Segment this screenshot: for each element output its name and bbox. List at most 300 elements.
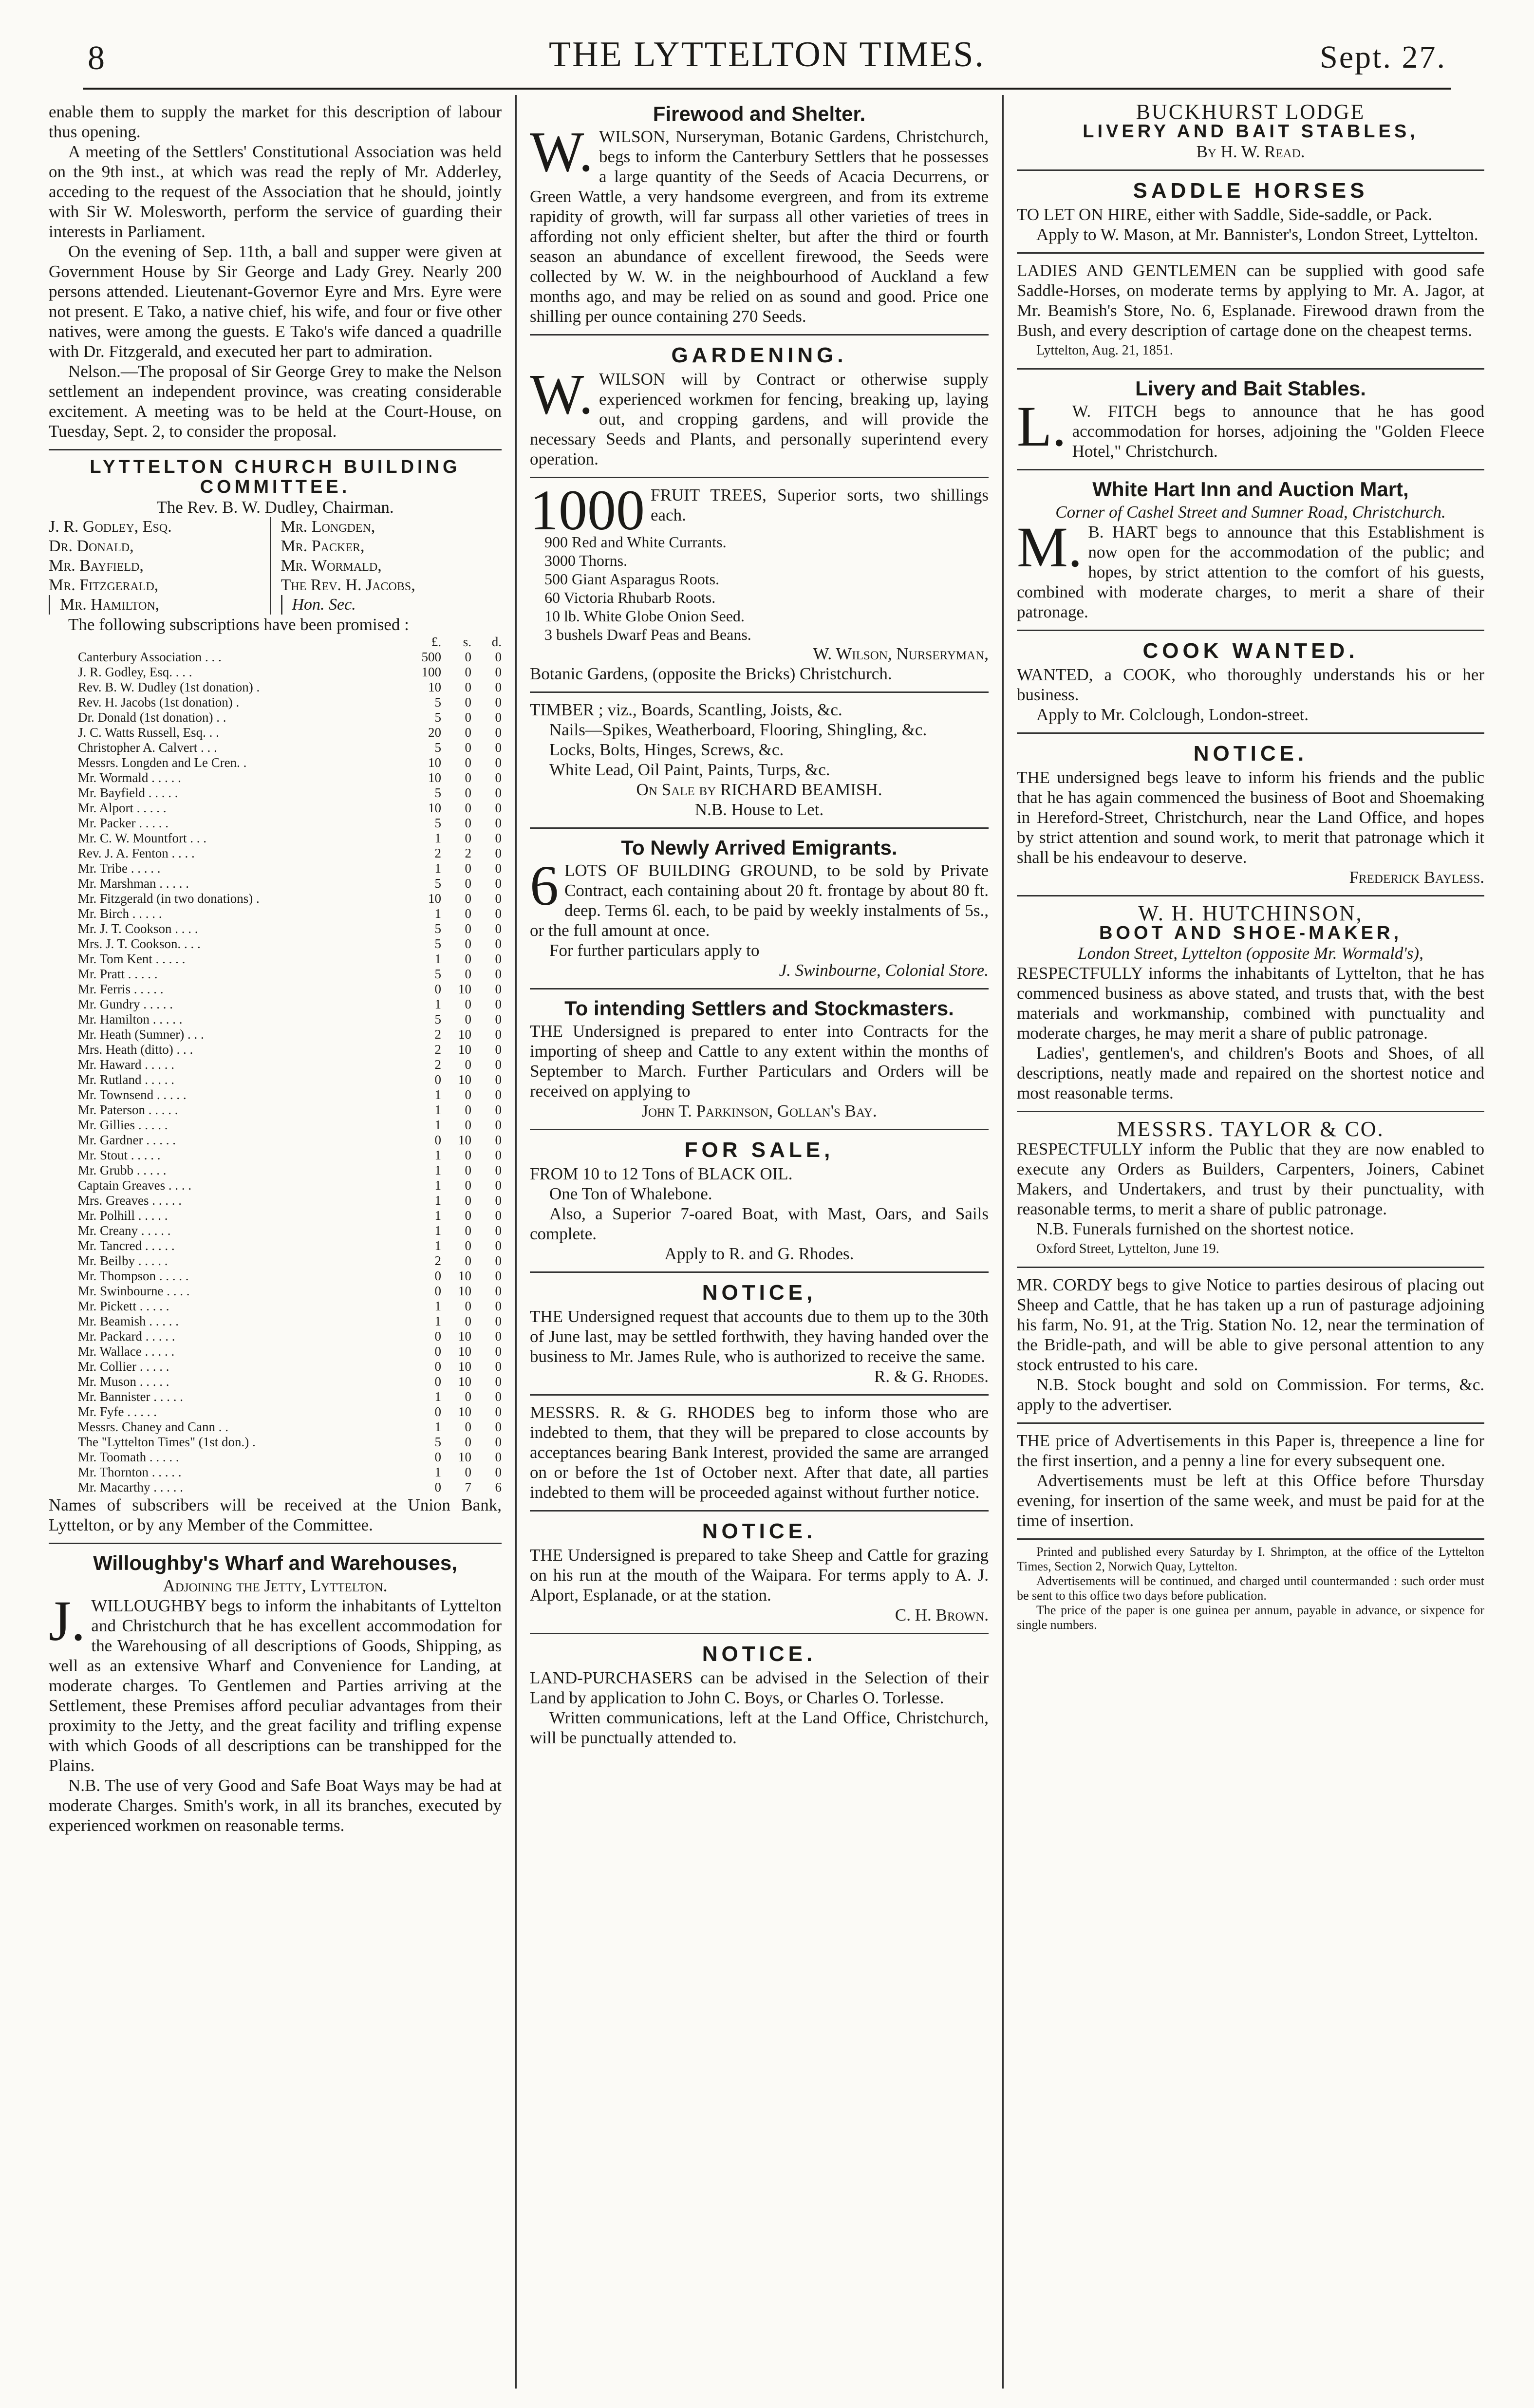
shillings-value: 0 [465, 665, 471, 679]
ad-title: Livery and Bait Stables. [1135, 377, 1366, 400]
taylor-ad [1017, 1112, 1484, 1268]
pounds-value: 1 [434, 1299, 441, 1313]
shillings-value: 0 [465, 967, 471, 981]
pounds-value: 1 [434, 1208, 441, 1223]
table-row [49, 1193, 502, 1208]
pence-value: 0 [495, 1072, 502, 1087]
table-row [49, 1027, 502, 1042]
pounds-value: 500 [421, 650, 441, 664]
ad-byline: By H. W. Read. [1196, 142, 1305, 161]
pounds-value: 5 [434, 710, 441, 725]
ad-title: Firewood and Shelter. [653, 102, 866, 125]
fruit-list [530, 533, 989, 644]
members-left [49, 517, 270, 615]
table-row [49, 680, 502, 695]
shillings-value: 0 [465, 816, 471, 830]
list-item: 900 Red and White Currants. [544, 533, 727, 551]
shillings-value: 2 [465, 846, 471, 860]
drop-cap: W. [530, 120, 594, 184]
pence-value: 0 [495, 1344, 502, 1359]
pounds-value: 0 [434, 1072, 441, 1087]
imprint-line: The price of the paper is one guinea per annum, payable in advance, or sixpence for single numbers. [1017, 1603, 1484, 1632]
shillings-value: 10 [458, 1133, 471, 1147]
table-row [49, 1178, 502, 1193]
table-row [49, 1223, 502, 1238]
ad-line: Advertisements must be left at this Office before Thursday evening, for insertion of the same week, and must be paid for at the time of insertion. [1017, 1471, 1484, 1530]
ad-line: One Ton of Whalebone. [549, 1184, 712, 1203]
subscriber-name: Messrs. Chaney and Cann . . [78, 1419, 228, 1434]
pounds-value: 0 [434, 982, 441, 996]
pounds-value: 1 [434, 1163, 441, 1177]
pence-value: 0 [495, 921, 502, 936]
pounds-value: 0 [434, 1480, 441, 1494]
ad-body: M. B. HART begs to announce that this Establishment is now open for the accommodation of the public; and hopes, by strict attention to the comfort of his guests, combined with moderate charges, to merit a share of their patronage. [1017, 515, 1484, 621]
pence-value: 0 [495, 1057, 502, 1072]
shillings-value: 10 [458, 1404, 471, 1419]
pounds-value: 1 [434, 1178, 441, 1193]
pounds-value: 5 [434, 1012, 441, 1027]
pounds-value: 1 [434, 1223, 441, 1238]
drop-cap: 6 [530, 854, 559, 917]
subscriber-name: Mr. Heath (Sumner) . . . [78, 1027, 204, 1042]
pence-value: 0 [495, 1299, 502, 1313]
table-row [49, 1253, 502, 1269]
pounds-value: 10 [428, 755, 441, 770]
subscriber-name: Mr. Creany . . . . . [78, 1223, 171, 1238]
pence-value: 6 [495, 1480, 502, 1494]
pence-value: 0 [495, 846, 502, 860]
subscriber-name: Rev. B. W. Dudley (1st donation) . [78, 680, 260, 694]
pence-value: 0 [495, 891, 502, 906]
ad-body: LAND-PURCHASERS can be advised in the Selection of their Land by application to John C. Boys, or Charles O. Torlesse. [530, 1668, 989, 1707]
ad-signature: C. H. Brown. [895, 1605, 989, 1624]
ad-body: RESPECTFULLY informs the inhabitants of Lyttelton, that he has commenced business as above stated, and trusts that, with the best materials and workmanship, combined with punctuality and moderate charges, he may merit a share of public patronage. [1017, 964, 1484, 1043]
ad-line: FROM 10 to 12 Tons of BLACK OIL. [530, 1164, 793, 1183]
members-right [270, 517, 502, 615]
pounds-value: 100 [421, 665, 441, 679]
table-row [49, 650, 502, 665]
notice-ad [1017, 734, 1484, 896]
member: Mr. Fitzgerald, [49, 576, 159, 594]
ad-line: Nails—Spikes, Weatherboard, Flooring, Shingling, &c. [549, 720, 927, 739]
subscriber-name: Mr. Bannister . . . . . [78, 1389, 183, 1404]
ad-body: WANTED, a COOK, who thoroughly understands his or her business. [1017, 665, 1484, 704]
table-row [49, 982, 502, 997]
pounds-value: 10 [428, 801, 441, 815]
table-row [49, 936, 502, 952]
pounds-value: 20 [428, 725, 441, 740]
subscriber-name: Mr. Pickett . . . . . [78, 1299, 169, 1313]
member: Dr. Donald, [49, 537, 134, 555]
shillings-value: 0 [465, 770, 471, 785]
subscriber-name: Mr. Hamilton . . . . . [78, 1012, 183, 1027]
subscriber-name: Mr. Pratt . . . . . [78, 967, 158, 981]
subscriber-name: Mr. Tancred . . . . . [78, 1238, 175, 1253]
shillings-value: 0 [465, 1102, 471, 1117]
column-rule [1002, 95, 1004, 2389]
ad-title: NOTICE. [702, 1519, 817, 1543]
table-row [49, 740, 502, 755]
pence-value: 0 [495, 952, 502, 966]
imprint-line: Printed and published every Saturday by I. Shrimpton, at the office of the Lyttelton Times, Section 2, Norwich Quay, Lyttelton. [1017, 1545, 1484, 1573]
ad-body: MR. CORDY begs to give Notice to parties desirous of placing out Sheep and Cattle, that he has taken up a run of pasturage adjoining his farm, No. 91, at the Trig. Station No. 12, near the termination of the Bridle-path, and will be able to give personal attention to any stock entrusted to his care. [1017, 1275, 1484, 1374]
subscriber-name: Mr. Muson . . . . . [78, 1374, 169, 1389]
table-row [49, 1012, 502, 1027]
ad-signature: W. Wilson, Nurseryman, [813, 644, 989, 663]
table-row [49, 1087, 502, 1102]
pounds-value: 1 [434, 1118, 441, 1132]
shillings-value: 0 [465, 650, 471, 664]
drop-cap: M. [1017, 515, 1083, 579]
ad-signature: R. & G. Rhodes. [874, 1367, 989, 1386]
ad-signature: John T. Parkinson, Gollan's Bay. [641, 1101, 877, 1120]
pounds-value: 5 [434, 740, 441, 755]
ad-body: RESPECTFULLY inform the Public that they are now enabled to execute any Orders as Builders, Carpenters, Joiners, Cabinet Makers, and Undertakers, and trust by their punctuality, with reasonable terms, to merit a share of public patronage. [1017, 1139, 1484, 1218]
pounds-value: 2 [434, 1253, 441, 1268]
pence-value: 0 [495, 1419, 502, 1434]
subscriber-name: Rev. J. A. Fenton . . . . [78, 846, 195, 860]
subscriber-name: Mr. Tom Kent . . . . . [78, 952, 186, 966]
ad-body: THE price of Advertisements in this Paper is, threepence a line for the first insertion, and a penny a line for every subsequent one. [1017, 1431, 1484, 1470]
table-row [49, 1480, 502, 1495]
pounds-value: 0 [434, 1133, 441, 1147]
pounds-value: 0 [434, 1359, 441, 1374]
shillings-value: 10 [458, 1329, 471, 1344]
pence-value: 0 [495, 695, 502, 709]
subscriber-name: Mr. Marshman . . . . . [78, 876, 189, 891]
shillings-value: 0 [465, 1314, 471, 1328]
table-row [49, 906, 502, 921]
subscriber-name: Mr. Swinbourne . . . . [78, 1284, 190, 1298]
pence-value: 0 [495, 906, 502, 921]
table-row [49, 1042, 502, 1057]
advert-prices [1017, 1424, 1484, 1538]
pence-value: 0 [495, 1238, 502, 1253]
pence-value: 0 [495, 1374, 502, 1389]
ad-title: White Hart Inn and Auction Mart, [1092, 478, 1409, 501]
pounds-value: 10 [428, 770, 441, 785]
pounds-value: 2 [434, 1057, 441, 1072]
ladies-ad [1017, 254, 1484, 370]
table-row [49, 816, 502, 831]
pence-value: 0 [495, 1465, 502, 1479]
pence-value: 0 [495, 785, 502, 800]
subscriber-name: Captain Greaves . . . . [78, 1178, 192, 1193]
column-rule [515, 95, 517, 2389]
subscriber-name: Mr. Fitzgerald (in two donations) . [78, 891, 260, 906]
shillings-value: 0 [465, 1118, 471, 1132]
subscriber-name: Mr. Gillies . . . . . [78, 1118, 168, 1132]
ad-subtitle: BOOT AND SHOE-MAKER, [1099, 923, 1403, 943]
ad-title: NOTICE. [1193, 742, 1308, 765]
subscriber-name: Mrs. Greaves . . . . . [78, 1193, 182, 1208]
shillings-value: 0 [465, 1299, 471, 1313]
list-item: 10 lb. White Globe Onion Seed. [544, 607, 745, 625]
imprint [1017, 1538, 1484, 1632]
shillings-value: 0 [465, 1238, 471, 1253]
table-row [49, 725, 502, 740]
pounds-value: 5 [434, 1435, 441, 1449]
buckhurst-ad [1017, 95, 1484, 171]
currency-header [49, 635, 502, 650]
subscriber-name: Mr. Gardner . . . . . [78, 1133, 176, 1147]
shillings-value: 0 [465, 1389, 471, 1404]
pence-value: 0 [495, 1087, 502, 1102]
table-row [49, 1284, 502, 1299]
ad-title: To Newly Arrived Emigrants. [621, 836, 898, 859]
for-sale-ad [530, 1130, 989, 1273]
pence-value: 0 [495, 1269, 502, 1283]
pence-value: 0 [495, 1178, 502, 1193]
fruit-trees-ad [530, 478, 989, 693]
shillings-value: 0 [465, 906, 471, 921]
pounds-value: 10 [428, 680, 441, 694]
subscriptions-table [49, 635, 502, 1495]
pence-value: 0 [495, 816, 502, 830]
ad-body: THE Undersigned is prepared to enter into Contracts for the importing of sheep and Cattle to any extent within the months of September to March. Further Particulars and Orders will be received on applying to [530, 1022, 989, 1101]
pounds-value: 2 [434, 846, 441, 860]
drop-cap: L. [1017, 394, 1066, 458]
ad-signature: Frederick Bayless. [1349, 868, 1484, 887]
ad-line: Written communications, left at the Land Office, Christchurch, will be punctually attended to. [530, 1708, 989, 1747]
pounds-value: 10 [428, 891, 441, 906]
shillings-value: 0 [465, 740, 471, 755]
table-row [49, 846, 502, 861]
shillings-value: 0 [465, 861, 471, 876]
pence-value: 0 [495, 1163, 502, 1177]
table-row [49, 831, 502, 846]
church-committee [49, 450, 502, 1544]
pence-value: 0 [495, 1193, 502, 1208]
shillings-value: 0 [465, 1465, 471, 1479]
pounds-value: 0 [434, 1344, 441, 1359]
shillings-value: 0 [465, 725, 471, 740]
ad-date: Lyttelton, Aug. 21, 1851. [1036, 343, 1173, 358]
pence-value: 0 [495, 1208, 502, 1223]
pounds-header: £. [431, 635, 441, 649]
ad-line: Apply to W. Mason, at Mr. Bannister's, London Street, Lyttelton. [1036, 225, 1478, 244]
pence-value: 0 [495, 1148, 502, 1162]
ad-body: MESSRS. R. & G. RHODES beg to inform those who are indebted to them, that they will be prepared to close accounts by acceptances bearing Bank Interest, provided the same are arranged on or before the 1st of October next. After that date, all parties indebted to them will be proceeded against without further notice. [530, 1403, 989, 1502]
ad-subtitle: Adjoining the Jetty, Lyttelton. [163, 1576, 388, 1595]
shillings-value: 10 [458, 1284, 471, 1298]
ad-title: NOTICE, [702, 1281, 817, 1305]
ad-line: N.B. House to Let. [694, 800, 824, 819]
subscriber-name: Mr. J. T. Cookson . . . . [78, 921, 198, 936]
pounds-value: 5 [434, 816, 441, 830]
notice-ad [530, 1512, 989, 1634]
pence-value: 0 [495, 1450, 502, 1464]
subscriber-name: Messrs. Longden and Le Cren. . [78, 755, 247, 770]
table-row [49, 1269, 502, 1284]
shillings-value: 0 [465, 1208, 471, 1223]
pence-value: 0 [495, 997, 502, 1011]
pounds-value: 1 [434, 1389, 441, 1404]
pounds-value: 1 [434, 831, 441, 845]
pence-value: 0 [495, 831, 502, 845]
pounds-value: 5 [434, 695, 441, 709]
drop-cap: J. [49, 1589, 86, 1653]
saddle-horses-ad [1017, 171, 1484, 254]
pounds-value: 1 [434, 1419, 441, 1434]
drop-cap: W. [530, 362, 594, 426]
pence-value: 0 [495, 1435, 502, 1449]
table-row [49, 967, 502, 982]
subscriber-name: Mr. Thompson . . . . . [78, 1269, 189, 1283]
shillings-value: 0 [465, 1419, 471, 1434]
table-row [49, 1208, 502, 1223]
page-number: 8 [88, 39, 105, 77]
ad-address: Botanic Gardens, (opposite the Bricks) Christchurch. [530, 664, 892, 683]
timber-ad [530, 693, 989, 829]
subscriber-name: Mr. Stout . . . . . [78, 1148, 161, 1162]
member: The Rev. H. Jacobs, [281, 576, 415, 594]
pounds-value: 1 [434, 1238, 441, 1253]
imprint-line: Advertisements will be continued, and charged until countermanded : such order must be sent to this office two days before publication. [1017, 1574, 1484, 1603]
pounds-value: 1 [434, 1087, 441, 1102]
subscriber-name: Mr. Grubb . . . . . [78, 1163, 167, 1177]
masthead [83, 34, 1451, 90]
subscriber-name: The "Lyttelton Times" (1st don.) . [78, 1435, 256, 1449]
shillings-value: 0 [465, 755, 471, 770]
pence-value: 0 [495, 1284, 502, 1298]
ad-title: BUCKHURST LODGE [1136, 100, 1366, 124]
shillings-value: 0 [465, 952, 471, 966]
shillings-value: 10 [458, 1072, 471, 1087]
ad-line: Apply to R. and G. Rhodes. [664, 1244, 854, 1263]
table-row [49, 1238, 502, 1253]
subscriber-name: Mr. Toomath . . . . . [78, 1450, 179, 1464]
ad-body: 6 LOTS OF BUILDING GROUND, to be sold by Private Contract, each containing about 20 ft. frontage by about 80 ft. deep. Terms 6l. each, to be paid by weekly instalments of 5s., or the full amount at once. [530, 854, 989, 940]
subscriber-name: Canterbury Association . . . [78, 650, 222, 664]
member: J. R. Godley, Esq. [49, 518, 172, 536]
member: Mr. Bayfield, [49, 557, 144, 575]
news-paragraph: A meeting of the Settlers' Constitutional Association was held on the 9th inst., at which was read the reply of Mr. Adderley, acceding to the request of the Association that he should, jointly with Sir W. Molesworth, perform the service of guarding their interests in Parliament. [49, 142, 502, 241]
ad-title: FOR SALE, [684, 1138, 834, 1162]
drop-cap: 1000 [530, 478, 645, 542]
table-row [49, 1163, 502, 1178]
pounds-value: 0 [434, 1329, 441, 1344]
shillings-value: 0 [465, 1223, 471, 1238]
pounds-value: 1 [434, 861, 441, 876]
table-row [49, 861, 502, 876]
committee-members [49, 517, 502, 615]
table-row [49, 1133, 502, 1148]
table-row [49, 1314, 502, 1329]
ad-note: N.B. The use of very Good and Safe Boat Ways may be had at moderate Charges. Smith's work, in all its branches, executed by experienced workmen on reasonable terms. [49, 1776, 502, 1835]
pence-value: 0 [495, 770, 502, 785]
committee-title: COMMITTEE. [200, 477, 351, 497]
table-row [49, 1359, 502, 1374]
shillings-value: 0 [465, 831, 471, 845]
pounds-value: 1 [434, 997, 441, 1011]
fitch-ad [1017, 370, 1484, 470]
ad-title: NOTICE. [702, 1642, 817, 1666]
subscriber-name: Mr. Gundry . . . . . [78, 997, 173, 1011]
pence-value: 0 [495, 1359, 502, 1374]
subscriber-name: Dr. Donald (1st donation) . . [78, 710, 226, 725]
ad-body: 1000 FRUIT TREES, Superior sorts, two shillings each. [530, 478, 989, 542]
pounds-value: 5 [434, 967, 441, 981]
pence-value: 0 [495, 801, 502, 815]
ad-title: W. H. HUTCHINSON, [1138, 901, 1363, 925]
subscriber-name: Mrs. Heath (ditto) . . . [78, 1042, 193, 1057]
table-row [49, 1389, 502, 1404]
pence-value: 0 [495, 861, 502, 876]
newspaper-title: THE LYTTELTON TIMES. [548, 35, 985, 75]
news-paragraph: enable them to supply the market for this description of labour thus opening. [49, 102, 502, 141]
subscriber-name: Mr. Fyfe . . . . . [78, 1404, 157, 1419]
pence-value: 0 [495, 1102, 502, 1117]
table-row [49, 785, 502, 801]
ad-subtitle: Corner of Cashel Street and Sumner Road, Christchurch. [1055, 503, 1446, 522]
pence-value: 0 [495, 725, 502, 740]
subscriber-name: Mr. Wormald . . . . . [78, 770, 181, 785]
ad-body: TO LET ON HIRE, either with Saddle, Side-saddle, or Pack. [1017, 205, 1433, 224]
issue-date: Sept. 27. [1320, 39, 1446, 75]
list-item: 500 Giant Asparagus Roots. [544, 570, 720, 588]
ad-line: N.B. Stock bought and sold on Commission. For terms, &c. apply to the advertiser. [1017, 1375, 1484, 1414]
shillings-value: 10 [458, 1027, 471, 1042]
subscriber-name: Mr. Alport . . . . . [78, 801, 167, 815]
subscriber-name: Mr. Rutland . . . . . [78, 1072, 175, 1087]
pence-value: 0 [495, 967, 502, 981]
shillings-header: s. [463, 635, 471, 649]
subscriber-name: Mr. Birch . . . . . [78, 906, 162, 921]
shillings-value: 0 [465, 695, 471, 709]
shillings-value: 10 [458, 1042, 471, 1057]
shillings-value: 0 [465, 876, 471, 891]
gardening-ad [530, 336, 989, 478]
pounds-value: 1 [434, 1102, 441, 1117]
shillings-value: 0 [465, 1012, 471, 1027]
committee-chair: The Rev. B. W. Dudley, Chairman. [156, 498, 394, 517]
ad-line: Apply to Mr. Colclough, London-street. [1036, 705, 1309, 724]
table-row [49, 695, 502, 710]
pence-value: 0 [495, 1012, 502, 1027]
ad-title: MESSRS. TAYLOR & CO. [1117, 1117, 1384, 1141]
table-row [49, 665, 502, 680]
subscriber-name: Mrs. J. T. Cookson. . . . [78, 936, 201, 951]
member: Mr. Wormald, [281, 557, 382, 575]
list-item: 3000 Thorns. [544, 552, 628, 569]
pence-value: 0 [495, 665, 502, 679]
table-row [49, 952, 502, 967]
ad-signature: J. Swinbourne, Colonial Store. [779, 961, 989, 980]
table-row [49, 1072, 502, 1087]
shillings-value: 0 [465, 785, 471, 800]
subscriber-name: Mr. Wallace . . . . . [78, 1344, 175, 1359]
shillings-value: 0 [465, 1057, 471, 1072]
pounds-value: 5 [434, 785, 441, 800]
table-row [49, 1148, 502, 1163]
ad-body: THE Undersigned request that accounts due to them up to the 30th of June last, may be settled forthwith, they having handed over the business to Mr. James Rule, who is authorized to receive the same. [530, 1307, 989, 1366]
hutchinson-ad [1017, 896, 1484, 1112]
table-row [49, 1118, 502, 1133]
pence-value: 0 [495, 680, 502, 694]
table-row [49, 801, 502, 816]
cook-wanted-ad [1017, 631, 1484, 734]
ad-date: Oxford Street, Lyttelton, June 19. [1036, 1241, 1219, 1256]
ad-line: Ladies', gentlemen's, and children's Boots and Shoes, of all descriptions, neatly made and repaired on the shortest notice and most reasonable terms. [1017, 1044, 1484, 1102]
ad-title: SADDLE HORSES [1133, 179, 1368, 203]
table-row [49, 1435, 502, 1450]
pence-value: 0 [495, 1133, 502, 1147]
table-row [49, 1329, 502, 1344]
ad-title: To intending Settlers and Stockmasters. [564, 997, 954, 1020]
shillings-value: 0 [465, 936, 471, 951]
pence-value: 0 [495, 650, 502, 664]
